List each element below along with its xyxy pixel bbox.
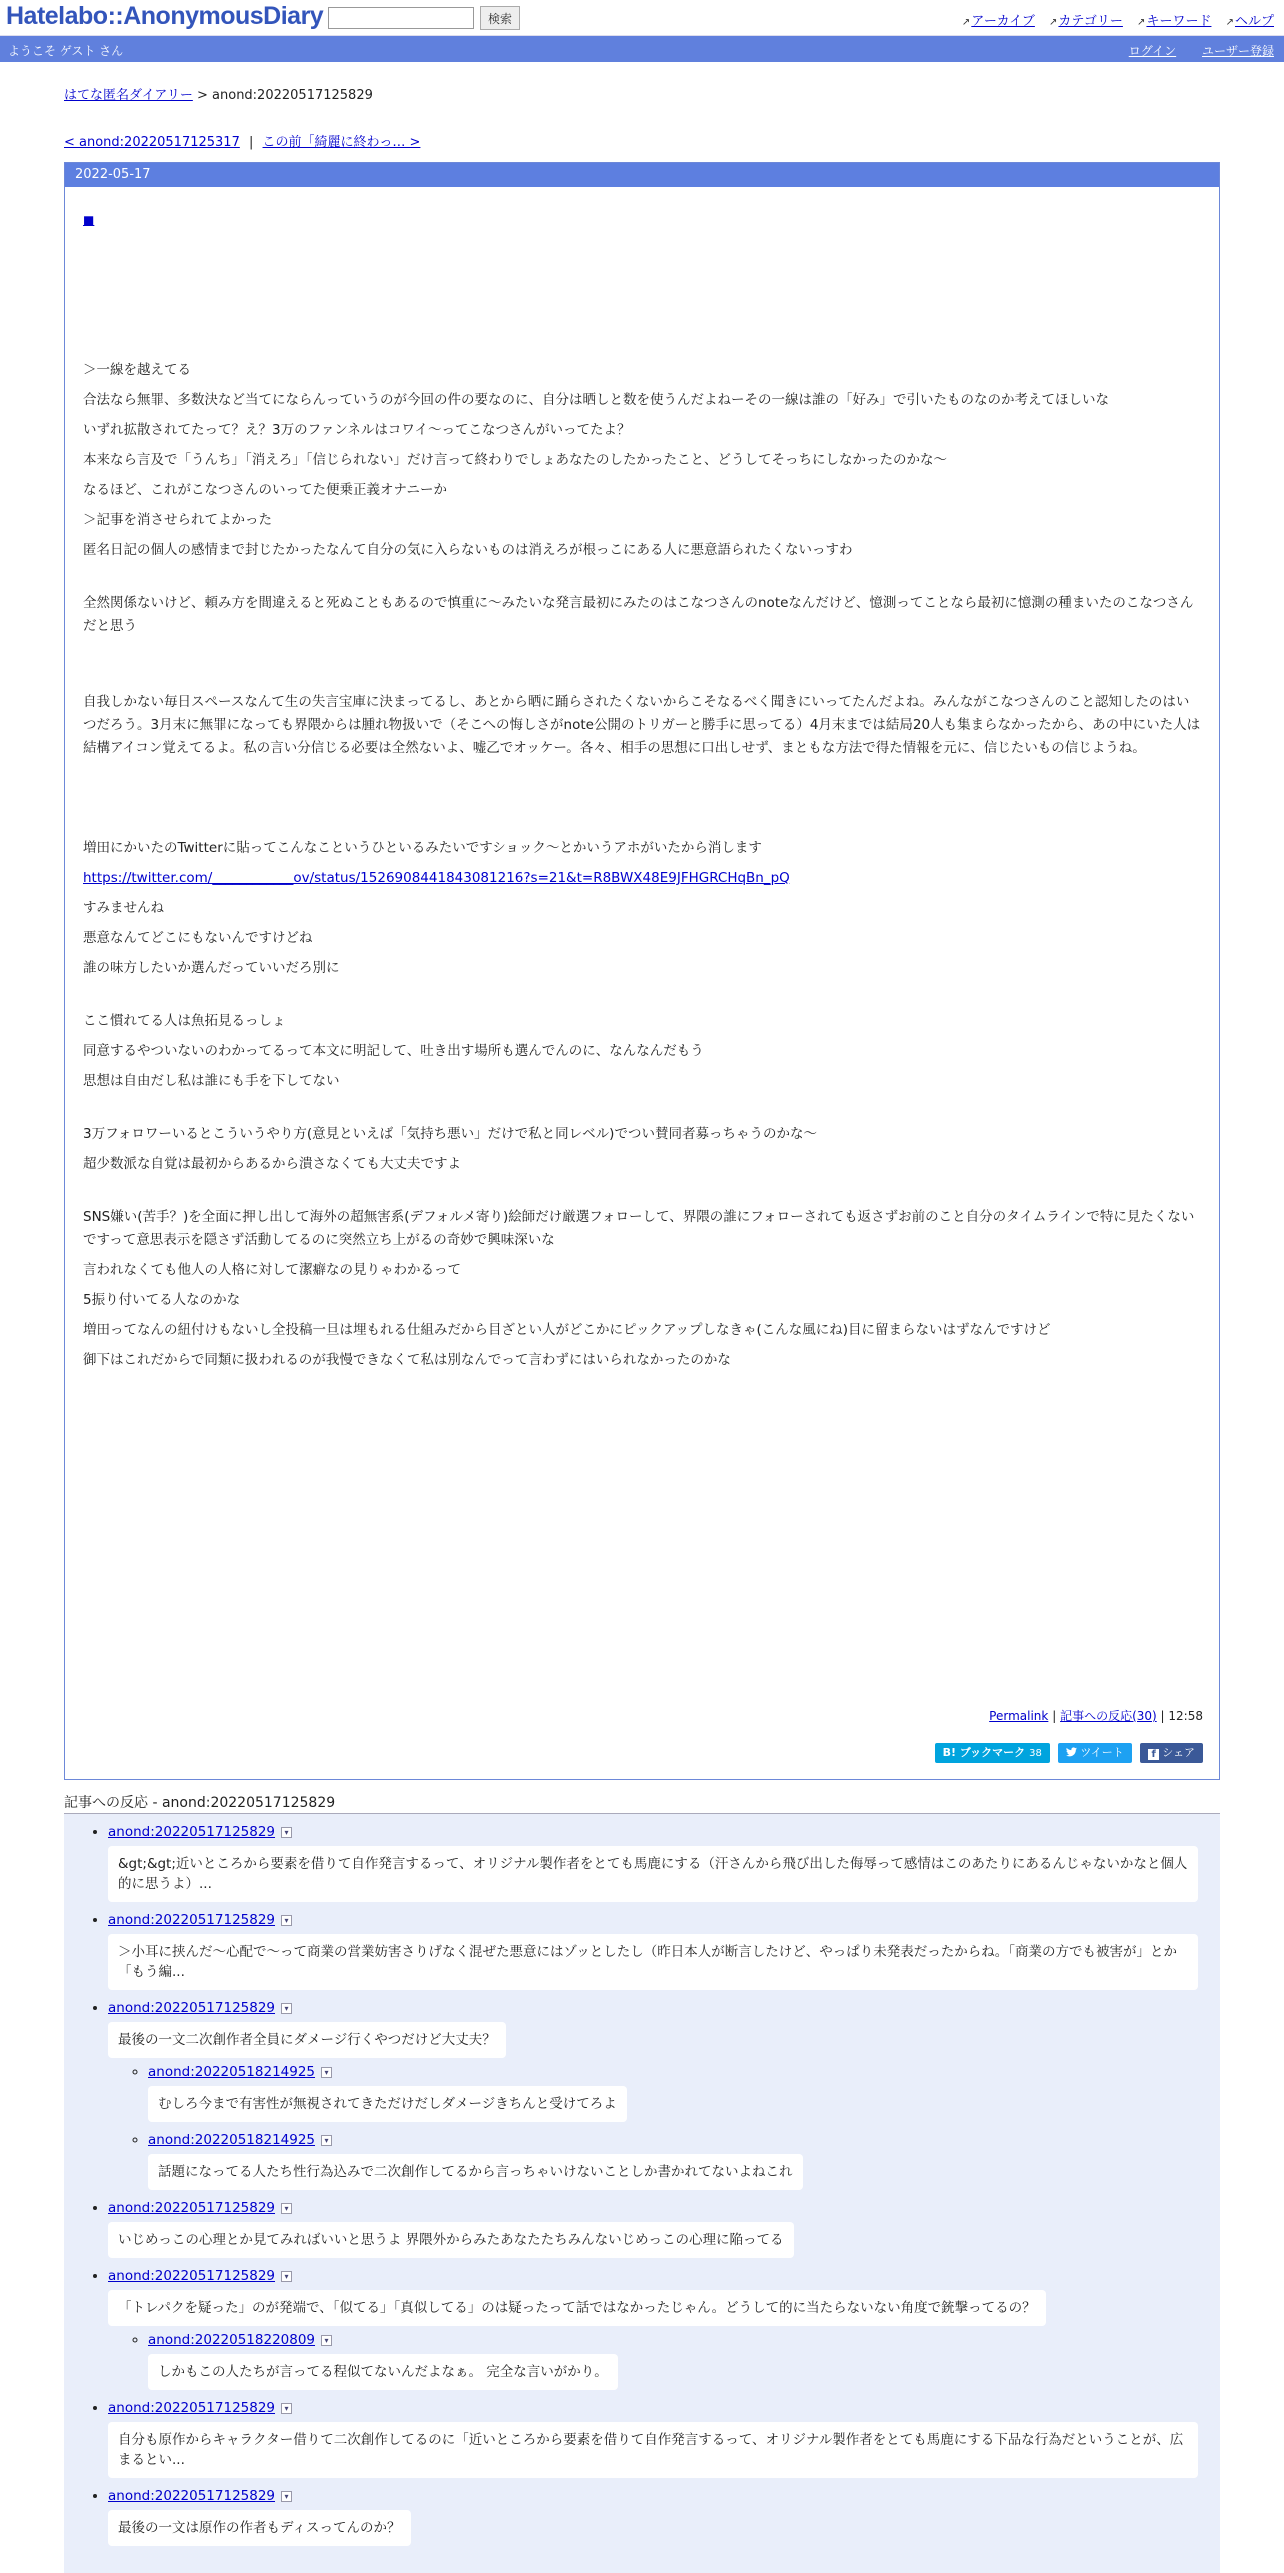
chevron-down-icon[interactable]: ▾ — [281, 2491, 292, 2502]
top-nav-links — [952, 10, 1274, 29]
reaction-excerpt: 最後の一文は原作の作者もディスってんのか？ — [108, 2510, 411, 2546]
reaction-replies — [108, 2332, 1220, 2390]
reaction-replies — [108, 2064, 1220, 2190]
top-header — [0, 0, 1284, 36]
chevron-down-icon[interactable]: ▾ — [281, 2403, 292, 2414]
category-link[interactable]: ↗ カテゴリー — [1049, 14, 1123, 29]
reaction-item — [108, 2268, 1220, 2390]
reaction-link[interactable]: anond:20220517125829 — [108, 1912, 276, 1928]
breadcrumb — [64, 84, 1220, 103]
reactions-link[interactable]: 記事への反応(30) — [1060, 1709, 1157, 1723]
entry-line: 合法なら無罪、多数決など当てにならんっていうのが今回の件の要なのに、自分は晒しと数を使うんだよねーその一線は誰の「好み」で引いたものなのか考えてほしいな — [83, 392, 1109, 408]
reaction-reply-item — [148, 2332, 1220, 2390]
entry-line: 本来なら言及で「うんち」「消えろ」「信じられない」だけ言って終わりでしょあなたのしたかったこと、どうしてそっちにしなかったのかな～ — [83, 452, 947, 468]
reaction-excerpt: むしろ今まで有害性が無視されてきただけだしダメージきちんと受けてろよ — [148, 2086, 627, 2122]
reaction-reply-item — [148, 2132, 1220, 2190]
entry-line: なるほど、これがこなつさんのいってた便乗正義オナニーか — [83, 482, 447, 498]
entry-line: 5振り付いてる人なのかな — [83, 1292, 241, 1308]
twitter-bird-icon — [1066, 1747, 1077, 1757]
reactions-panel — [64, 1813, 1220, 2573]
welcome-text: ようこそ ゲスト さん — [8, 44, 124, 58]
entry-line: ここ慣れてる人は魚拓見るっしょ — [83, 1013, 286, 1029]
entry-line: 3万フォロワーいるとこういうやり方(意見といえば「気持ち悪い」だけで私と同レベル)でつい賛同者募っちゃうのかな〜 — [83, 1126, 817, 1142]
reaction-link[interactable]: anond:20220517125829 — [108, 2268, 276, 2284]
reaction-item — [108, 2200, 1220, 2258]
hatena-bookmark-button[interactable] — [935, 1743, 1050, 1763]
entry-line: 増田にかいたのTwitterに貼ってこんなこというひといるみたいですショック〜とかいうアホがいたから消します — [83, 840, 762, 856]
twitter-url-link[interactable]: https://twitter.com/____________ov/status/1526908441843081216?s=21&t=R8BWX48E9JFHGRCHqBn_pQ — [83, 870, 790, 886]
entry-line: 全然関係ないけど、頼み方を間違えると死ぬこともあるので慎重に～みたいな発言最初にみたのはこなつさんのnoteなんだけど、憶測ってことなら最初に憶測の種まいたのこなつさんだと思う — [83, 595, 1194, 634]
search-button[interactable]: 検索 — [480, 6, 520, 30]
entry-line: いずれ拡散されてたって？え？3万のファンネルはコワイ～ってこなつさんがいってたよ？ — [83, 422, 631, 438]
help-link[interactable]: ↗ ヘルプ — [1226, 14, 1274, 29]
footer-separator: | — [1052, 1709, 1057, 1723]
entry-line: すみませんね — [83, 900, 164, 916]
reactions-list — [64, 1824, 1220, 2546]
reaction-link[interactable]: anond:20220517125829 — [108, 2200, 276, 2216]
chevron-down-icon[interactable]: ▾ — [281, 2003, 292, 2014]
keyword-link[interactable]: ↗ キーワード — [1137, 14, 1211, 29]
entry-line: 言われなくても他人の人格に対して潔癖なの見りゃわかるって — [83, 1262, 461, 1278]
entry-line: ＞一線を越えてる — [83, 362, 191, 378]
facebook-icon: f — [1148, 1749, 1159, 1760]
day-date: 2022-05-17 — [65, 163, 1219, 187]
share-buttons — [931, 1743, 1203, 1763]
entry-line: 同意するやついないのわかってるって本文に明記して、吐き出す場所も選んでんのに、なんなんだもう — [83, 1043, 704, 1059]
chevron-down-icon[interactable]: ▾ — [321, 2335, 332, 2346]
entry-line: 思想は自由だし私は誰にも手を下してない — [83, 1073, 340, 1089]
reaction-excerpt: しかもこの人たちが言ってる程似てないんだよなぁ。 完全な言いがかり。 — [148, 2354, 618, 2390]
entry-line: SNS嫌い(苦手？)を全面に押し出して海外の超無害系(デフォルメ寄り)絵師だけ厳選フォローして、界隈の誰にフォローされても返さずお前のこと自分のタイムラインで特に見たくないですって意思表示を隠さず活動してるのに突然立ち上がるの奇妙で興味深いな — [83, 1209, 1195, 1248]
day-section — [64, 162, 1220, 1780]
entry-anchor-link[interactable]: ■ — [83, 213, 95, 227]
main-content — [64, 84, 1220, 150]
nav-separator: | — [249, 135, 254, 150]
next-entry-link[interactable]: この前「綺麗に終わっ… > — [262, 135, 421, 150]
archive-link[interactable]: ↗ アーカイブ — [962, 14, 1035, 29]
reaction-link[interactable]: anond:20220518214925 — [148, 2132, 316, 2148]
permalink-link[interactable]: Permalink — [989, 1709, 1049, 1723]
entry-line: 超少数派な自覚は最初からあるから潰さなくても大丈夫ですよ — [83, 1156, 461, 1172]
breadcrumb-current: anond:20220517125829 — [212, 88, 373, 103]
entry-body — [65, 209, 1219, 1372]
chevron-down-icon[interactable]: ▾ — [321, 2135, 332, 2146]
reaction-excerpt: 自分も原作からキャラクター借りて二次創作してるのに「近いところから要素を借りて自作発言するって、オリジナル製作者をとても馬鹿にする下品な行為だということが、広まるとい... — [108, 2422, 1198, 2478]
breadcrumb-separator: > — [196, 88, 208, 103]
tweet-label: ツイート — [1080, 1746, 1124, 1759]
reaction-reply-item — [148, 2064, 1220, 2122]
chevron-down-icon[interactable]: ▾ — [281, 2203, 292, 2214]
facebook-share-button[interactable] — [1140, 1743, 1203, 1763]
reaction-excerpt: &gt;&gt;近いところから要素を借りて自作発言するって、オリジナル製作者をとても馬鹿にする（汗さんから飛び出した侮辱って感情はこのあたりにあるんじゃないかなと個人的に思うよ）... — [108, 1846, 1198, 1902]
chevron-down-icon[interactable]: ▾ — [281, 2271, 292, 2282]
reaction-link[interactable]: anond:20220517125829 — [108, 2000, 276, 2016]
entry-line: 誰の味方したいか選んだっていいだろ別に — [83, 960, 340, 976]
chevron-down-icon[interactable]: ▾ — [281, 1915, 292, 1926]
reaction-excerpt: 最後の一文二次創作者全員にダメージ行くやつだけど大丈夫？ — [108, 2022, 506, 2058]
search-input[interactable] — [328, 7, 474, 29]
footer-separator: | — [1160, 1709, 1165, 1723]
site-logo[interactable]: Hatelabo::AnonymousDiary — [6, 2, 324, 30]
reaction-item — [108, 1824, 1220, 1902]
hatena-bookmark-label: B! ブックマーク — [942, 1746, 1026, 1759]
reaction-item — [108, 1912, 1220, 1990]
entry-line: 御下はこれだからで同類に扱われるのが我慢できなくて私は別なんでって言わずにはいられなかったのかな — [83, 1352, 731, 1368]
prev-entry-link[interactable]: < anond:20220517125317 — [64, 135, 240, 150]
reaction-item — [108, 2000, 1220, 2190]
user-links — [1107, 42, 1274, 59]
reactions-title: 記事への反応 - anond:20220517125829 — [64, 1795, 336, 1811]
reaction-link[interactable]: anond:20220518220809 — [148, 2332, 316, 2348]
reaction-link[interactable]: anond:20220517125829 — [108, 2488, 276, 2504]
reaction-excerpt: ＞小耳に挟んだ～心配で～って商業の営業妨害さりげなく混ぜた悪意にはゾッとしたし（昨日本人が断言したけど、やっぱり未発表だったからね。「商業の方でも被害が」とか「もう編... — [108, 1934, 1198, 1990]
share-label: シェア — [1162, 1746, 1195, 1759]
login-link[interactable]: ログイン — [1128, 44, 1177, 58]
entry-line: 自我しかない毎日スペースなんて生の失言宝庫に決まってるし、あとから晒に踊らされたくないからこそなるべく聞きにいってたんだよね。みんながこなつさんのこと認知したのはいつだろう。3月末に無罪になっても界隈からは腫れ物扱いで（そこへの悔しさがnote公開のトリガーと勝手に思ってる）4月末までは結局20人も集まらなかったから、あの中にいた人は結構アイコン覚えてるよ。私の言い分信じる必要は全然ないよ、嘘乙でオッケー。各々、相手の思想に口出しせず、まともな方法で得た情報を元に、信じたいもの信じようね。 — [83, 694, 1201, 756]
reaction-link[interactable]: anond:20220518214925 — [148, 2064, 316, 2080]
reaction-excerpt: 話題になってる人たち性行為込みで二次創作してるから言っちゃいけないことしか書かれてないよねこれ — [148, 2154, 803, 2190]
tweet-button[interactable] — [1058, 1743, 1131, 1763]
entry-line: 悪意なんてどこにもないんですけどね — [83, 930, 313, 946]
reaction-item — [108, 2488, 1220, 2546]
register-link[interactable]: ユーザー登録 — [1201, 44, 1274, 58]
entry-line: 増田ってなんの紐付けもないし全投稿一旦は埋もれる仕組みだから目ざとい人がどこかにピックアップしなきゃ(こんな風にね)目に留まらないはずなんですけど — [83, 1322, 1051, 1338]
reaction-link[interactable]: anond:20220517125829 — [108, 2400, 276, 2416]
reaction-excerpt: いじめっこの心理とか見てみればいいと思うよ 界隈外からみたあなたたちみんないじめっこの心理に陥ってる — [108, 2222, 794, 2258]
reaction-item — [108, 2400, 1220, 2478]
reaction-link[interactable]: anond:20220517125829 — [108, 1824, 276, 1840]
entry-line: 匿名日記の個人の感情まで封じたかったなんて自分の気に入らないものは消えろが根っこにある人に悪意語られたくないっすわ — [83, 542, 853, 558]
bookmark-count: 38 — [1029, 1748, 1042, 1759]
chevron-down-icon[interactable]: ▾ — [281, 1827, 292, 1838]
entry-nav — [64, 131, 1220, 150]
entry-line: ＞記事を消させられてよかった — [83, 512, 272, 528]
reaction-excerpt: 「トレパクを疑った」のが発端で、「似てる」「真似してる」のは疑ったって話ではなかったじゃん。どうして的に当たらないない角度で銃撃ってるの？ — [108, 2290, 1046, 2326]
user-bar — [0, 36, 1284, 62]
chevron-down-icon[interactable]: ▾ — [321, 2067, 332, 2078]
entry-footer — [989, 1707, 1203, 1724]
entry-time: 12:58 — [1168, 1709, 1203, 1723]
breadcrumb-home[interactable]: はてな匿名ダイアリー — [64, 88, 193, 103]
